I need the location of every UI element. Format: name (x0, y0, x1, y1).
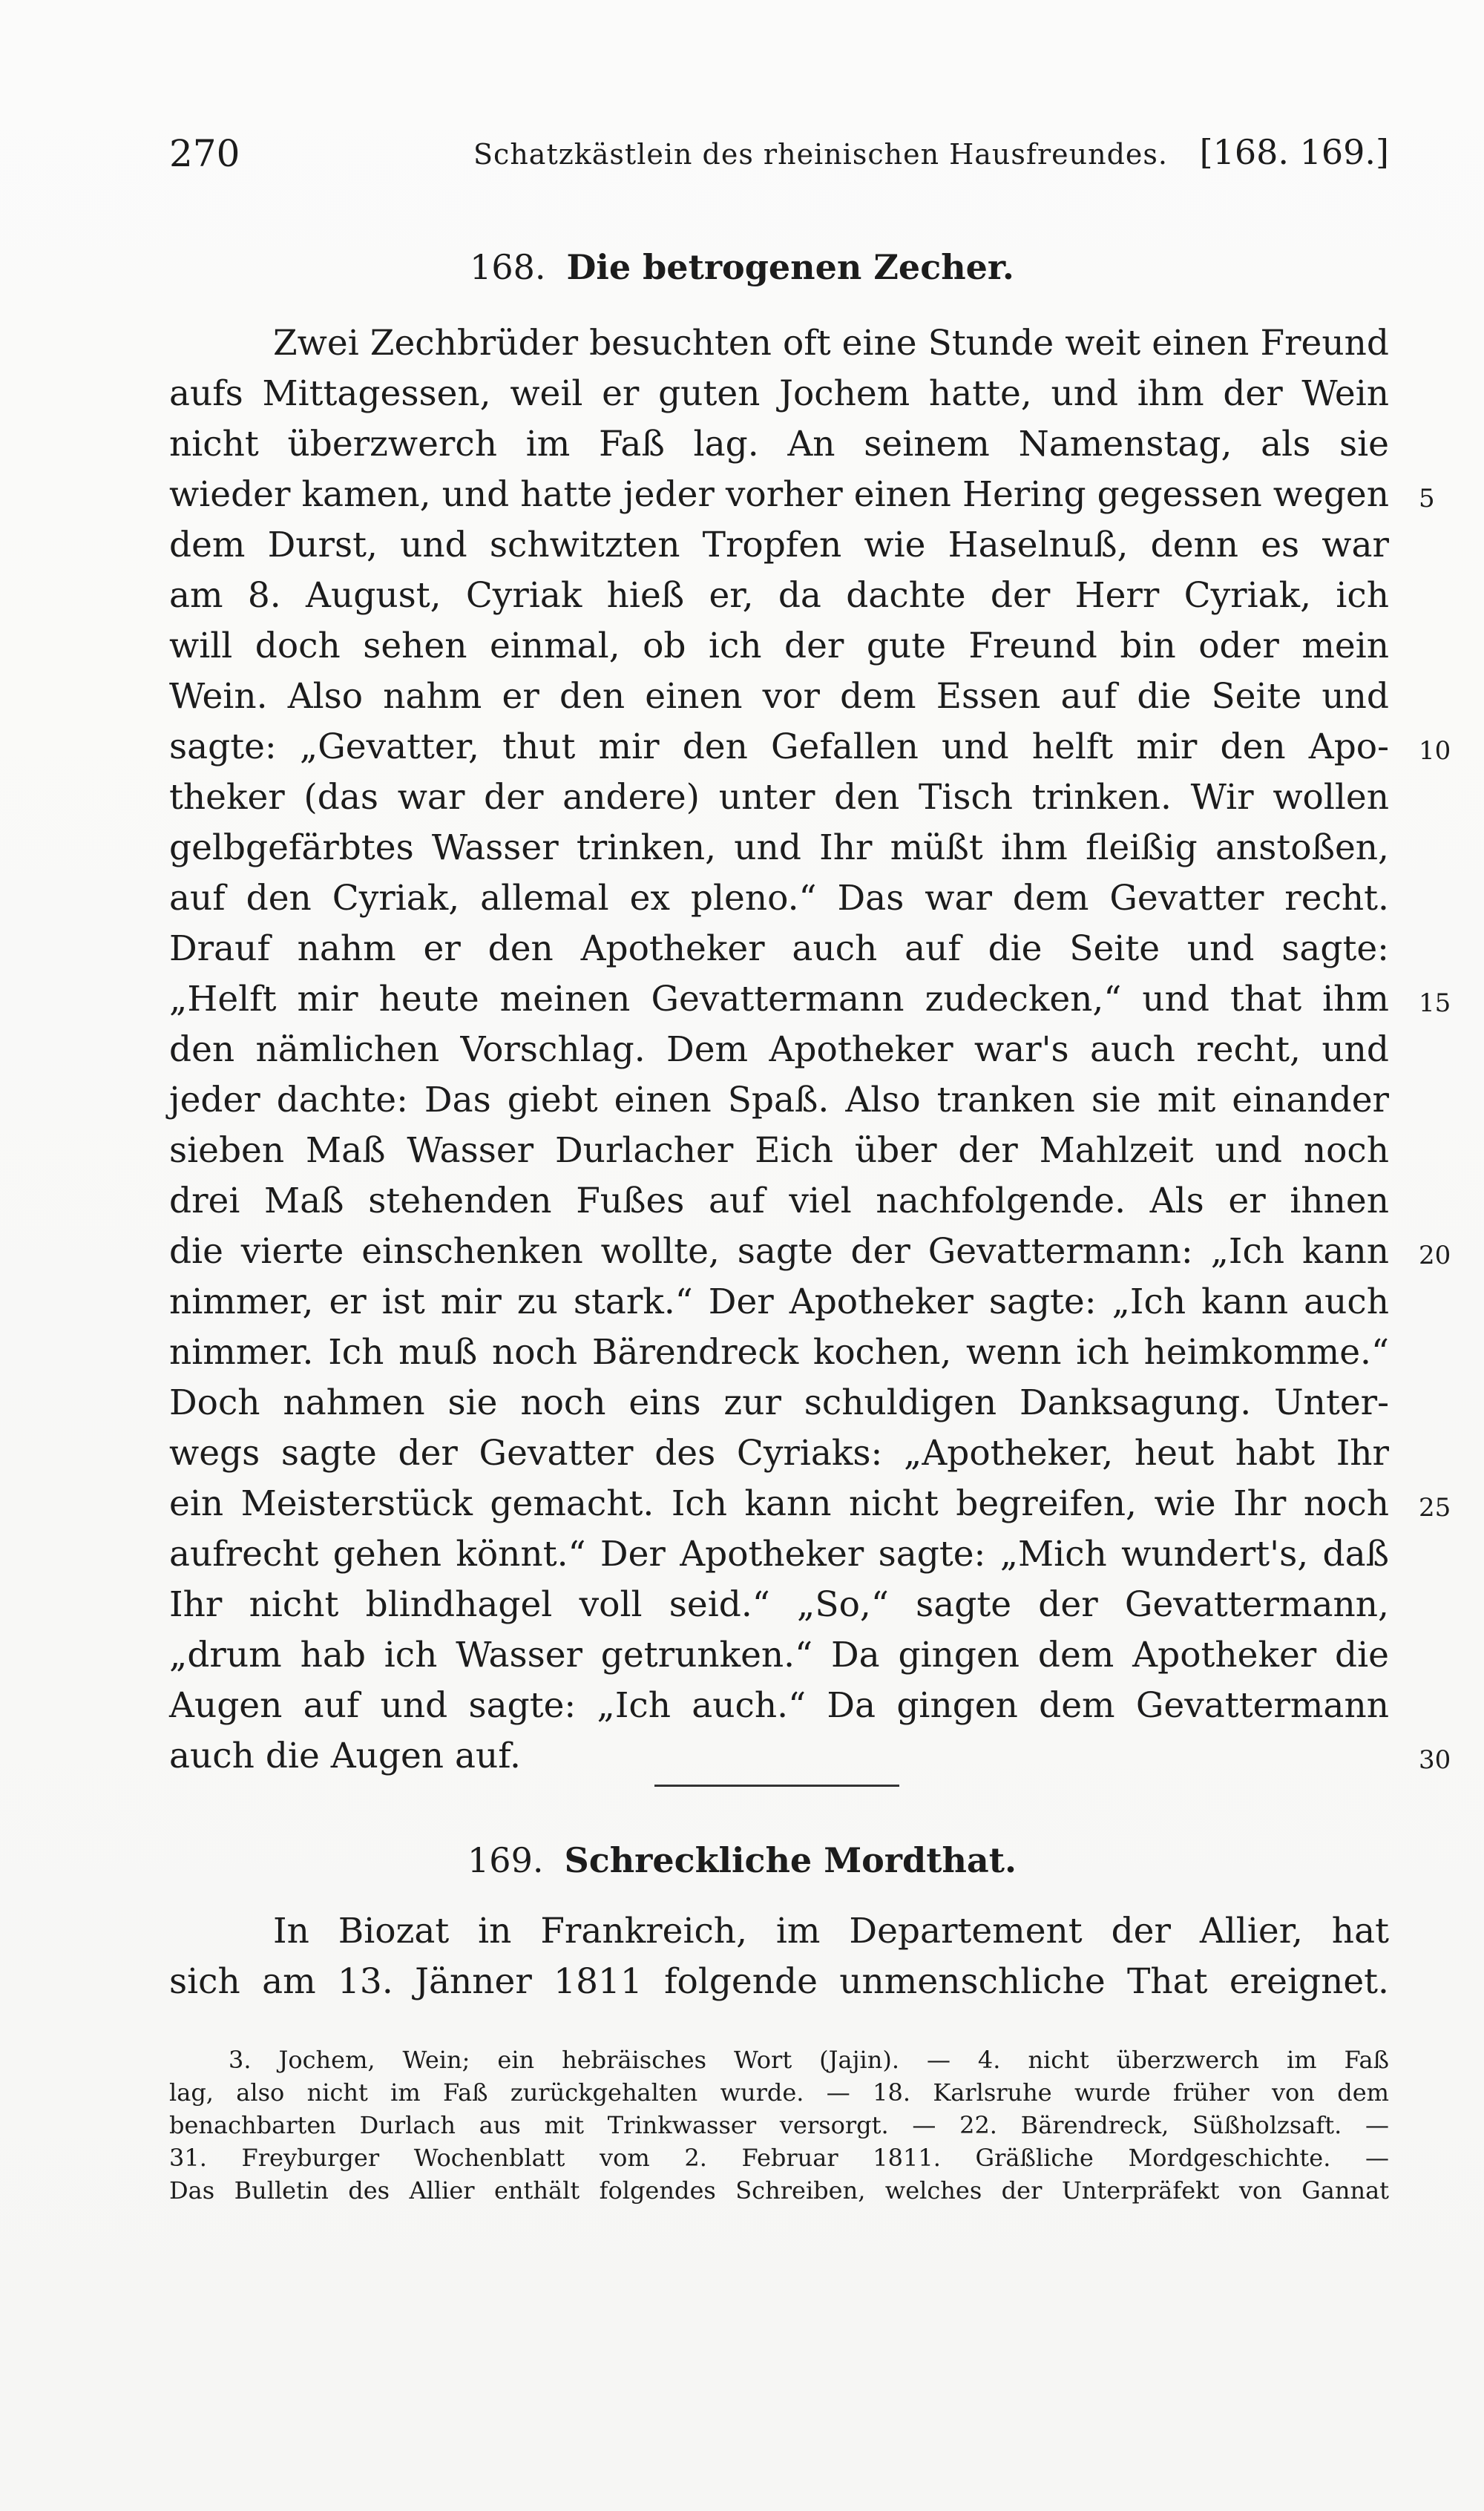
text-line: sieben Maß Wasser Durlacher Eich über der Mahlzeit und noch (169, 1130, 1389, 1171)
footnote-line: Das Bulletin des Allier enthält folgendes Schreiben, welches der Unterpräfekt von Gannat (169, 2176, 1389, 2205)
section-169-title: Schreckliche Mordthat. (564, 1840, 1017, 1880)
section-168-number: 168. (470, 247, 546, 287)
line-number: 20 (1419, 1241, 1451, 1270)
text-line: Doch nahmen sie noch eins zur schuldigen Danksagung. Unter- (169, 1382, 1389, 1423)
text-line: nimmer, er ist mir zu stark.“ Der Apotheker sagte: „Ich kann auch (169, 1281, 1389, 1322)
text-line: nimmer. Ich muß noch Bärendreck kochen, wenn ich heimkomme.“ (169, 1332, 1389, 1373)
line-number: 30 (1419, 1745, 1451, 1775)
text-line: sagte: „Gevatter, thut mir den Gefallen und helft mir den Apo- (169, 726, 1389, 767)
text-line: den nämlichen Vorschlag. Dem Apotheker war's auch recht, und (169, 1029, 1389, 1070)
footnote-line: benachbarten Durlach aus mit Trinkwasser versorgt. — 22. Bärendreck, Süßholzsaft. — (169, 2111, 1389, 2139)
text-line: Ihr nicht blindhagel voll seid.“ „So,“ sagte der Gevattermann, (169, 1584, 1389, 1625)
section-168-title: Die betrogenen Zecher. (566, 247, 1014, 287)
line-number: 5 (1419, 484, 1435, 513)
text-line: Drauf nahm er den Apotheker auch auf die Seite und sagte: (169, 928, 1389, 969)
text-line: will doch sehen einmal, ob ich der gute Freund bin oder mein (169, 626, 1389, 666)
text-line: gelbgefärbtes Wasser trinken, und Ihr müßt ihm fleißig anstoßen, (169, 827, 1389, 868)
text-line: jeder dachte: Das giebt einen Spaß. Also tranken sie mit einander (169, 1080, 1389, 1120)
text-line: auf den Cyriak, allemal ex pleno.“ Das war dem Gevatter recht. (169, 878, 1389, 919)
section-divider (654, 1785, 899, 1787)
section-169-heading (0, 1840, 1484, 1880)
text-line: Wein. Also nahm er den einen vor dem Essen auf die Seite und (169, 676, 1389, 717)
line-number: 15 (1419, 988, 1451, 1018)
text-line: wegs sagte der Gevatter des Cyriaks: „Apotheker, heut habt Ihr (169, 1433, 1389, 1474)
page-number: 270 (169, 132, 240, 175)
text-line: sich am 13. Jänner 1811 folgende unmenschliche That ereignet. (169, 1961, 1389, 2002)
text-line: die vierte einschenken wollte, sagte der Gevattermann: „Ich kann (169, 1231, 1389, 1272)
text-line: auch die Augen auf. (169, 1736, 521, 1776)
text-line: Augen auf und sagte: „Ich auch.“ Da gingen dem Gevattermann (169, 1685, 1389, 1726)
text-line: am 8. August, Cyriak hieß er, da dachte der Herr Cyriak, ich (169, 575, 1389, 616)
text-line: „drum hab ich Wasser getrunken.“ Da gingen dem Apotheker die (169, 1635, 1389, 1675)
footnote-line: 3. Jochem, Wein; ein hebräisches Wort (Jajin). — 4. nicht überzwerch im Faß (229, 2046, 1389, 2074)
footnote-line: lag, also nicht im Faß zurückgehalten wurde. — 18. Karlsruhe wurde früher von dem (169, 2078, 1389, 2107)
section-range: [168. 169.] (1199, 132, 1389, 172)
text-line: Zwei Zechbrüder besuchten oft eine Stunde weit einen Freund (273, 323, 1389, 364)
text-line: dem Durst, und schwitzten Tropfen wie Haselnuß, denn es war (169, 525, 1389, 565)
section-168-heading (0, 247, 1484, 287)
text-line: aufs Mittagessen, weil er guten Jochem hatte, und ihm der Wein (169, 373, 1389, 414)
line-number: 25 (1419, 1493, 1451, 1523)
section-169-number: 169. (467, 1840, 544, 1880)
text-line: drei Maß stehenden Fußes auf viel nachfolgende. Als er ihnen (169, 1181, 1389, 1221)
line-number: 10 (1419, 736, 1451, 766)
text-line: „Helft mir heute meinen Gevattermann zudecken,“ und that ihm (169, 979, 1389, 1020)
text-line: In Biozat in Frankreich, im Departement der Allier, hat (273, 1911, 1389, 1952)
text-line: nicht überzwerch im Faß lag. An seinem Namenstag, als sie (169, 424, 1389, 465)
text-line: ein Meisterstück gemacht. Ich kann nicht begreifen, wie Ihr noch (169, 1483, 1389, 1524)
text-line: aufrecht gehen könnt.“ Der Apotheker sagte: „Mich wundert's, daß (169, 1534, 1389, 1575)
running-head (169, 132, 1389, 184)
text-line: wieder kamen, und hatte jeder vorher einen Hering gegessen wegen (169, 474, 1389, 515)
text-line: theker (das war der andere) unter den Tisch trinken. Wir wollen (169, 777, 1389, 818)
running-title: Schatzkästlein des rheinischen Hausfreundes. (473, 138, 1168, 171)
footnote-line: 31. Freyburger Wochenblatt vom 2. Februar 1811. Gräßliche Mordgeschichte. — (169, 2144, 1389, 2172)
